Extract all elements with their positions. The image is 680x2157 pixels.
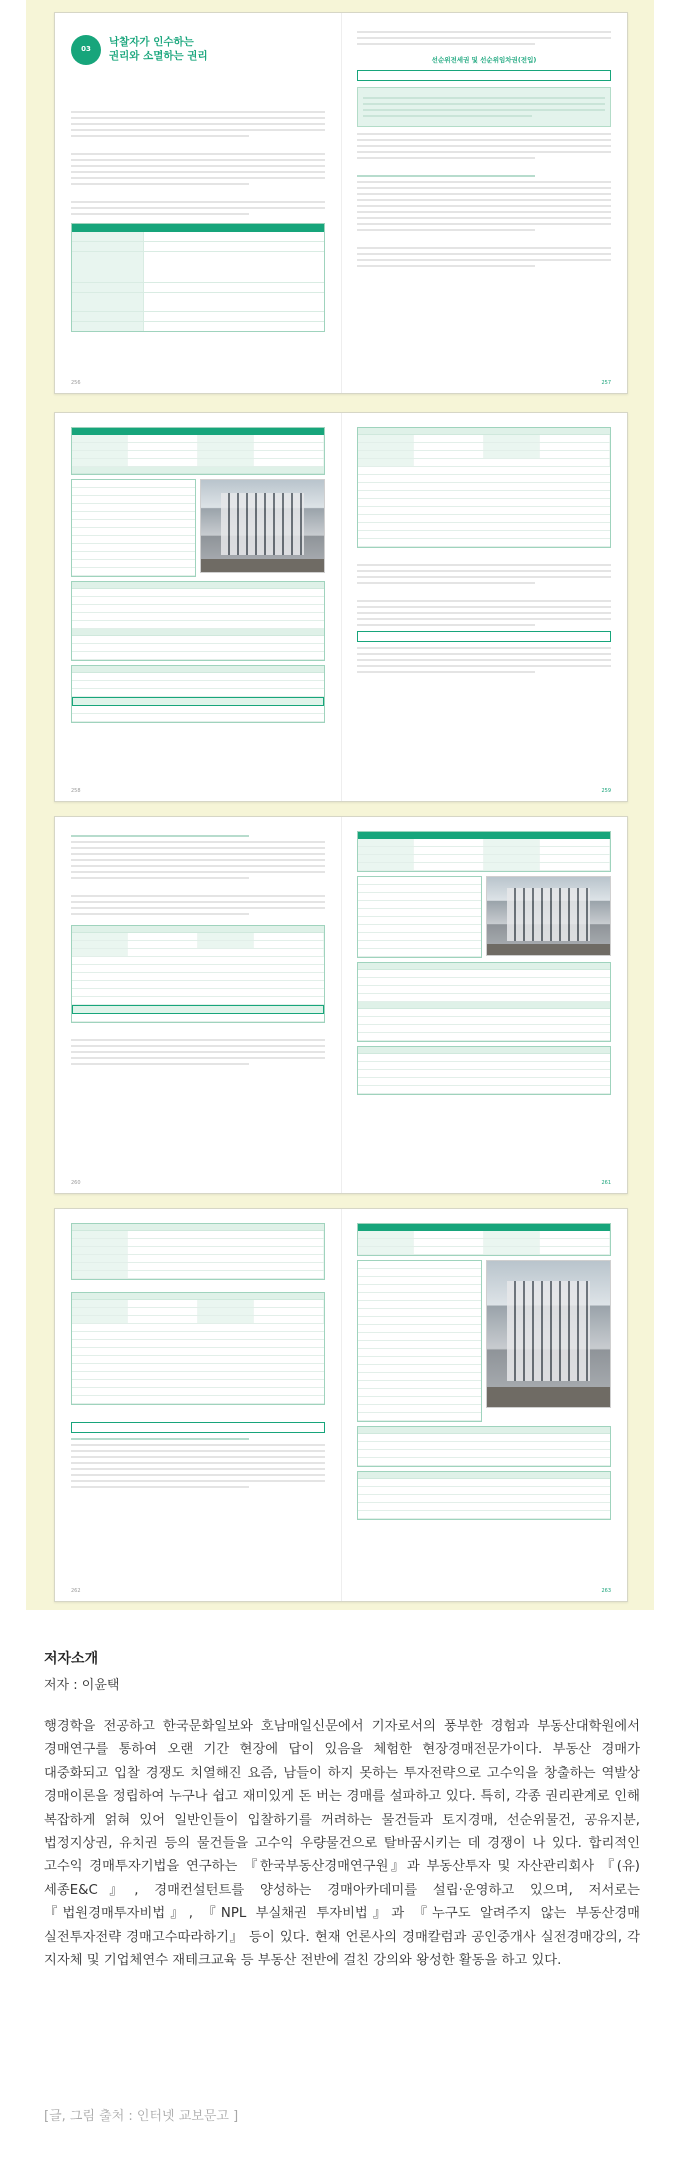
- document-table-thumbnail: [357, 427, 611, 548]
- author-bio: 행경학을 전공하고 한국문화일보와 호남매일신문에서 기자로서의 풍부한 경험과 부동산대학원에서 경매연구를 통하여 오랜 기간 현장에 답이 있음을 체험한 현장경매전문가이다. 부동산 경매가 대중화되고 입찰 경쟁도 치열해진 요즘, 남들이 하지 못하는 투자전략으로 고수익을 창출하는 역발상 경매이론을 정립하여 누구나 쉽고 재미있게 돈 버는 경매를 설파하고 있다. 특히, 각종 권리관계로 인해 복잡하게 얽혀 있어 일반인들이 입찰하기를 꺼려하는 물건들과 토지경매, 선순위물건, 공유지분, 법정지상권, 유치권 등의 물건들을 고수익 우량물건으로 탈바꿈시키는 데 경쟁이 나 있다. 합리적인 고수익 경매투자기법을 연구하는 『한국부동산경매연구원』과 부동산투자 및 자산관리회사 『(유)세종E&C』, 경매컨설턴트를 양성하는 경매아카데미를 설립·운영하고 있으며, 저서로는 『법원경매투자비법』, 『NPL 부실채권 투자비법』과 『누구도 알려주지 않는 부동산경매 실전투자전략 경매고수따라하기』 등이 있다. 현재 언론사의 경매칼럼과 공인중개사 실전경매강의, 각 지자체 및 기업체연수 재테크교육 등 부동산 전반에 걸친 강의와 왕성한 활동을 하고 있다.: [44, 1719, 640, 1969]
- registry-table-thumbnail: [357, 1471, 611, 1520]
- tenant-table-thumbnail: [357, 962, 611, 1042]
- book-spread-3: [54, 816, 628, 1194]
- chapter-title-line2: 권리와 소멸하는 권리: [109, 50, 208, 62]
- page-number: 260: [71, 1180, 81, 1186]
- book-page: [341, 1209, 627, 1601]
- page-number: 257: [601, 380, 611, 386]
- building-photo: [486, 1260, 611, 1408]
- book-preview-panel: [26, 0, 654, 1610]
- author-name: 저자 : 이윤택: [44, 1678, 120, 1693]
- book-spread-4: [54, 1208, 628, 1602]
- registry-table-thumbnail: [71, 665, 325, 723]
- rights-table-thumbnail: [71, 223, 325, 332]
- tenant-table-thumbnail: [357, 1426, 611, 1467]
- auction-record-thumbnail: [357, 831, 611, 872]
- section-title: 선순위전세권 및 선순위임차권(전입): [431, 56, 537, 64]
- bid-history-thumbnail: [71, 479, 196, 577]
- book-page: [341, 13, 627, 393]
- chapter-badge: 03: [71, 35, 101, 65]
- document-table-thumbnail: [71, 1223, 325, 1280]
- subsection-bar: [71, 1422, 325, 1433]
- page-number: 259: [601, 788, 611, 794]
- bid-history-thumbnail: [357, 876, 482, 958]
- book-page: [55, 13, 342, 393]
- page-number: 262: [71, 1588, 81, 1594]
- subsection-bar: [357, 631, 611, 642]
- book-page: [55, 1209, 342, 1601]
- case-note-box: [357, 87, 611, 127]
- subsection-bar: [357, 70, 611, 81]
- bid-history-thumbnail: [357, 1260, 482, 1422]
- book-page: [341, 817, 627, 1193]
- book-spread-2: [54, 412, 628, 802]
- building-photo: [486, 876, 611, 956]
- book-page: [55, 413, 342, 801]
- auction-record-thumbnail: [71, 427, 325, 475]
- book-page: [341, 413, 627, 801]
- building-photo: [200, 479, 325, 573]
- chapter-title: [109, 36, 208, 63]
- document-table-thumbnail: [71, 1292, 325, 1405]
- chapter-heading: [71, 35, 325, 65]
- registry-table-thumbnail: [357, 1046, 611, 1095]
- page-number: 263: [601, 1588, 611, 1594]
- page-number: 261: [601, 1180, 611, 1186]
- book-page: [55, 817, 342, 1193]
- auction-record-thumbnail: [357, 1223, 611, 1256]
- document-table-thumbnail: [71, 925, 325, 1023]
- tenant-table-thumbnail: [71, 581, 325, 661]
- page-number: 258: [71, 788, 81, 794]
- author-heading: 저자소개: [44, 1651, 99, 1667]
- chapter-title-line1: 낙찰자가 인수하는: [109, 36, 194, 49]
- book-spread-1: [54, 12, 628, 394]
- page-number: 256: [71, 380, 81, 386]
- source-credit: [글, 그림 출처 : 인터넷 교보문고 ]: [44, 2109, 239, 2124]
- author-section: [44, 1648, 640, 1972]
